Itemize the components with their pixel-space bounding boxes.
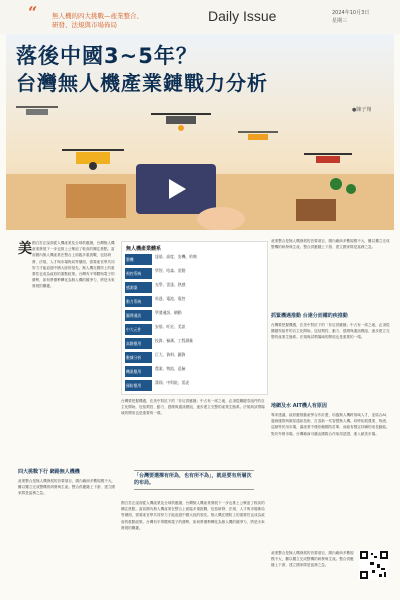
header-tagline-1: 無人機的四大挑戰—產業整合、: [52, 12, 143, 20]
factbox-value: 光學、雷達、熱感: [155, 282, 186, 287]
body-column-2b: 國白宮正說面從人機產業及全球供應鏈，台灣無人機產業發展下一步也推上公眾追了較高的關注焦點。當前國內無人機產業在整合上面臨多重挑戰，包括研發、法規、人才與市場佈局等層面，需要產官學共同努力才能追趕中國大陸的領先。無人機在國防上的重要性也成為政府的重點政策。台灣有半導體與電子的優勢，如何將優勢轉化為無人機的競爭力，將是未來發展的關鍵。: [121, 501, 265, 530]
drone-icon: [16, 107, 58, 115]
subhead-2: 抓緊機遇推動 台達分而權的疾推動: [271, 313, 348, 319]
qr-code-icon: [359, 550, 389, 580]
factbox-value: 學智、哈淼、雷動: [155, 268, 186, 273]
factbox-title: 無人機產業體系: [126, 246, 162, 252]
issue-label: Daily Issue: [208, 8, 277, 24]
factbox-value: 農業、物流、巡檢: [155, 366, 186, 371]
factbox-value: 巨大、資料、圖資: [155, 352, 186, 357]
factbox-row: [125, 268, 263, 280]
drone-icon: [151, 114, 211, 131]
body-column-1: 國白宮正說面從人機產業及全球供應鏈，台灣無人機產業發展下一步也推上公眾追了較高的關注焦點。當前國內無人機產業在整合上面臨多重挑戰，包括研發、法規、人才與市場佈局等層面，需要產官學共同努力才能追趕中國大陸的領先。無人機在國防上的重要性也成為政府的重點政策。台灣有半導體與電子的優勢，如何將優勢轉化為無人機的競爭力，將是未來發展的關鍵。: [32, 241, 115, 289]
factbox-row: [125, 380, 263, 392]
cardboard-box-icon: [296, 199, 336, 221]
drone-icon: [238, 132, 278, 140]
hand-icon: [197, 207, 245, 230]
factbox-row: [125, 282, 263, 294]
header-tagline-2: 研發、法規與市場佈局: [52, 21, 117, 29]
cardboard-box-icon: [66, 184, 126, 218]
body-column-3b: 台灣要把握機遇，在美中對抗下的「非紅供應鏈」中占有一席之地，必須從關鍵零組件的自主化開始，包括飛控、動力、感測與通訊模組，逐步建立完整的產業生態系。法規與試飛場域的開放也是重要的一環。: [271, 323, 390, 340]
factbox-key: 圖傳通訊: [125, 310, 152, 321]
factbox-value: 安基、旺宏、美訊: [155, 324, 186, 329]
body-column-4b: 產業整合是無人機發展的首要項目，國內廠商多數規模不大，難以獨立完成整機的研發與生產。整合供應鏈上下游、建立國家隊是當務之急。: [271, 551, 354, 568]
article-title-line1: 落後中國3~5年？: [16, 44, 198, 68]
factbox-key: 動力系統: [125, 296, 152, 307]
article-author: ●陳子翔: [352, 107, 372, 113]
issue-date-block: [332, 9, 369, 25]
issue-date: 2024年10月3日: [332, 10, 370, 16]
drone-icon: [304, 154, 352, 163]
subhead-1: 四大挑戰下行 網路無人機機: [18, 469, 80, 475]
issue-weekday: 星期三: [332, 18, 348, 24]
body-column-1b: 產業整合是無人機發展的首要項目，國內廠商多數規模不大，難以獨立完成整機的研發與生產。整合供應鏈上下游、建立國家隊是當務之急。: [18, 479, 116, 496]
factbox-row: [125, 324, 263, 336]
factbox-value: 馬達、電池、電控: [155, 296, 186, 301]
body-column-4: 專家建議，政府應推動產學合作計畫，培養無人機跨領域人才，並結合AI、邊緣運算與衛星通訊技術，打造新一代智慧無人機。同時拓展農業、物流、巡檢等民用市場，讓產業不僅依賴國防訂單，而能有穩定持續的成長動能。對於外销市場，台灣廠商可藉由國際合作取得認證，進入歐美市場。: [271, 413, 390, 436]
factbox-key: 整機: [125, 254, 152, 265]
body-column-2: 台灣要把握機遇，在美中對抗下的「非紅供應鏈」中占有一席之地，必須從關鍵零組件的自主化開始，包括飛控、動力、感測與通訊模組，逐步建立完整的產業生態系。法規與試飛場域的開放也是重要的一環。: [121, 399, 265, 416]
factbox-key: 機業應用: [125, 366, 152, 377]
quote-mark-icon: “: [28, 3, 38, 22]
factbox-row: [125, 310, 263, 322]
factbox-key: 中大元件: [125, 324, 152, 335]
factbox-key: 飛控系統: [125, 268, 152, 279]
subhead-4: 地網及水 AIT機人有原因: [271, 403, 327, 409]
factbox-row: [125, 254, 263, 266]
factbox-value: 達基、高度、安機、哈嗡: [155, 254, 197, 259]
pull-quote: 「台灣要選擇有所為，也有所不為」，就是要有所層次的布局。: [134, 470, 254, 490]
body-column-3: 產業整合是無人機發展的首要項目，國內廠商多數規模不大，難以獨立完成整機的研發與生產。整合供應鏈上下游、建立國家隊是當務之急。: [271, 239, 390, 250]
factbox-key: 感測器: [125, 282, 152, 293]
factbox-key: 數據分析: [125, 352, 152, 363]
tablet-icon: [136, 164, 216, 214]
factbox-value: 學發通訊、網動: [155, 310, 182, 315]
factbox: [121, 241, 268, 395]
factbox-value: 漢翔、中科院、雷虎: [155, 380, 190, 385]
factbox-row: [125, 338, 263, 350]
page-header: [0, 0, 400, 34]
factbox-key: 國防應用: [125, 380, 152, 391]
drone-icon: [62, 150, 124, 170]
factbox-row: [125, 366, 263, 378]
factbox-row: [125, 296, 263, 308]
factbox-value: 投資、檢測、工程測量: [155, 338, 193, 343]
hero-illustration: [6, 34, 394, 230]
article-title-line2: 台灣無人機產業鏈戰力分析: [16, 71, 268, 95]
factbox-row: [125, 352, 263, 364]
factbox-key: 高階應用: [125, 338, 152, 349]
dropcap: 美: [18, 241, 32, 257]
